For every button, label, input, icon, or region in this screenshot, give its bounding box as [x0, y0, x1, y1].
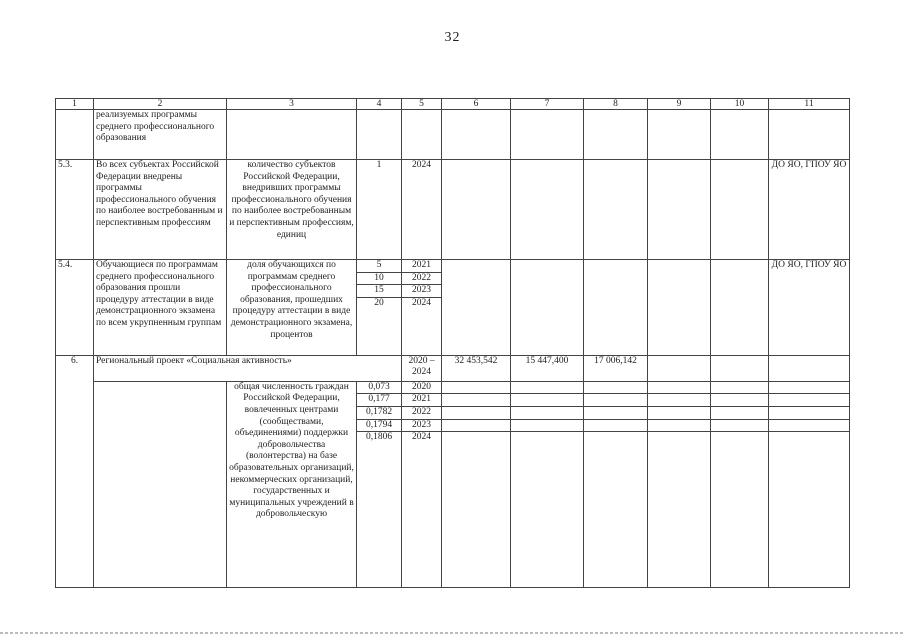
header-row — [56, 99, 850, 110]
indicator-year: 2023 — [402, 285, 442, 298]
header-cell: 5 — [402, 99, 442, 110]
header-cell: 6 — [442, 99, 511, 110]
indicator-year: 2021 — [402, 394, 442, 407]
table-row — [56, 355, 850, 381]
program-table — [55, 98, 850, 588]
project-col7: 15 447,400 — [511, 355, 584, 381]
header-cell: 11 — [769, 99, 850, 110]
header-cell: 9 — [648, 99, 711, 110]
executor: ДО ЯО, ГПОУ ЯО — [769, 160, 850, 260]
indicator-value: 0,1794 — [357, 419, 402, 432]
header-cell: 10 — [711, 99, 769, 110]
executor: ДО ЯО, ГПОУ ЯО — [769, 260, 850, 356]
header-cell: 7 — [511, 99, 584, 110]
table-row — [56, 381, 850, 394]
indicator-year: 2024 — [402, 432, 442, 588]
indicator-value: 10 — [357, 272, 402, 285]
indicator-year: 2022 — [402, 272, 442, 285]
indicator-value: 0,1806 — [357, 432, 402, 588]
project-period: 2020 – 2024 — [402, 355, 442, 381]
scan-edge-divider — [0, 632, 905, 634]
indicator-text: количество субъектов Российской Федерации, внедривших программы профессионального обучения по наиболее востребованным и перспективным профессиям, единиц — [227, 160, 357, 260]
project-total: 32 453,542 — [442, 355, 511, 381]
row-title: Во всех субъектах Российской Федерации внедрены программы профессионального обучения по наиболее востребованным и перспективным профессиям — [94, 160, 227, 260]
row-title: Обучающиеся по программам среднего профессионального образования прошли процедуру аттестации в виде демонстрационного экзамена по всем укрупненным группам — [94, 260, 227, 356]
indicator-year: 2021 — [402, 260, 442, 273]
indicator-value: 0,177 — [357, 394, 402, 407]
table-row — [56, 110, 850, 160]
table-row — [56, 160, 850, 260]
row-number: 5.3. — [56, 160, 94, 260]
page-number: 32 — [444, 30, 461, 45]
indicator-value: 20 — [357, 297, 402, 355]
project-col8: 17 006,142 — [584, 355, 648, 381]
table-row — [56, 260, 850, 273]
header-cell: 2 — [94, 99, 227, 110]
indicator-year: 2023 — [402, 419, 442, 432]
indicator-text: общая численность граждан Российской Федерации, вовлеченных центрами (сообществами, объединениями) поддержки добровольчества (волонтерства) на базе образовательных организаций, некоммерческих организаций, государственных и муниципальных учреждений в добровольческую — [227, 381, 357, 587]
indicator-year: 2024 — [402, 297, 442, 355]
indicator-value: 15 — [357, 285, 402, 298]
indicator-text: доля обучающихся по программам среднего профессионального образования, прошедших процедуру аттестации в виде демонстрационного экзамена, процентов — [227, 260, 357, 356]
row-number: 6. — [56, 355, 94, 587]
indicator-value: 0,1782 — [357, 406, 402, 419]
indicator-year: 2020 — [402, 381, 442, 394]
header-cell: 1 — [56, 99, 94, 110]
continuation-text: реализуемых программы среднего профессионального образования — [94, 110, 227, 160]
indicator-value: 1 — [357, 160, 402, 260]
header-cell: 4 — [357, 99, 402, 110]
header-cell: 8 — [584, 99, 648, 110]
project-title: Региональный проект «Социальная активность» — [94, 355, 402, 381]
row-number: 5.4. — [56, 260, 94, 356]
indicator-year: 2022 — [402, 406, 442, 419]
indicator-value: 5 — [357, 260, 402, 273]
indicator-value: 0,073 — [357, 381, 402, 394]
indicator-year: 2024 — [402, 160, 442, 260]
header-cell: 3 — [227, 99, 357, 110]
